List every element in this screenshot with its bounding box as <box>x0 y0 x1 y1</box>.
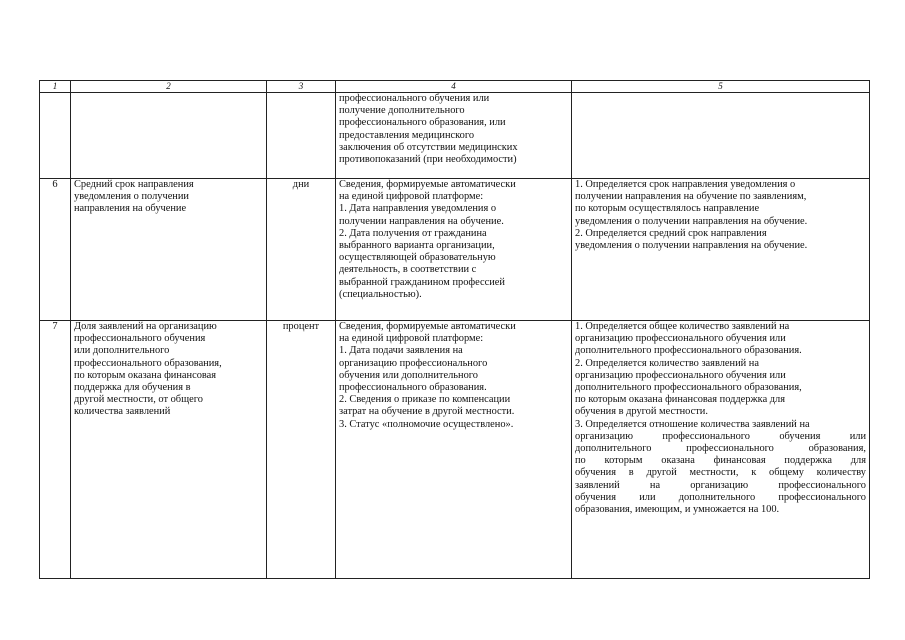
text-line: 2. Сведения о приказе по компенсации <box>339 394 511 406</box>
text-line: уведомления о получении направления на обучение. <box>575 215 808 227</box>
header-cell-5: 5 <box>572 81 870 93</box>
header-cell-1: 1 <box>40 81 71 93</box>
indicators-table <box>39 80 870 579</box>
source-cell <box>336 321 572 579</box>
text-line: профессионального обучения <box>74 333 206 345</box>
text-line: или дополнительного <box>74 345 170 357</box>
text-line: 2. Определяется количество заявлений на <box>575 357 759 369</box>
table-row-6 <box>40 179 870 321</box>
source-cell <box>336 179 572 321</box>
indicator-name-cell <box>71 93 267 179</box>
method-cell <box>572 321 870 579</box>
text-line: другой местности, от общего <box>74 394 203 406</box>
text-line: профессионального образования. <box>339 382 487 394</box>
text-line: 1. Дата подачи заявления на <box>339 345 463 357</box>
text-line: 3. Определяется отношение количества заявлений на <box>575 418 810 430</box>
text-line: дополнительного профессионального образования, <box>575 382 802 394</box>
text-line: поддержка для обучения в <box>74 382 191 394</box>
row-number: 7 <box>40 321 71 579</box>
text-line: Средний срок направления <box>74 179 194 190</box>
text-line: профессионального образования, <box>74 357 222 369</box>
table-row-continuation <box>40 93 870 179</box>
text-line: количества заявлений <box>74 406 171 418</box>
text-line: по которым оказана финансовая поддержка для <box>575 394 786 406</box>
text-line: выбранной гражданином профессией <box>339 276 505 288</box>
header-cell-4: 4 <box>336 81 572 93</box>
row-number <box>40 93 71 179</box>
text-line: получение дополнительного <box>339 105 465 117</box>
text-line: заключения об отсутствии медицинских <box>339 141 518 153</box>
text-line: дополнительного профессионального образования. <box>575 345 802 357</box>
unit-cell <box>267 93 336 179</box>
text-line: противопоказаний (при необходимости) <box>339 154 517 166</box>
text-line: Сведения, формируемые автоматически <box>339 179 516 190</box>
text-line: образования, имеющим, и умножается на 100. <box>575 504 780 516</box>
text-line: обучения в другой местности, к общему количеству <box>575 467 866 479</box>
text-line: направления на обучение <box>74 203 187 215</box>
text-line: 3. Статус «полномочие осуществлено». <box>339 418 514 430</box>
text-line: затрат на обучение в другой местности. <box>339 406 515 418</box>
header-cell-3: 3 <box>267 81 336 93</box>
source-cell <box>336 93 572 179</box>
text-line: (специальностью). <box>339 288 422 300</box>
text-line: организацию профессионального обучения или <box>575 369 786 381</box>
header-row <box>40 81 870 93</box>
text-line: 2. Дата получения от гражданина <box>339 227 487 239</box>
table-row-7 <box>40 321 870 579</box>
text-line: обучения или дополнительного <box>339 369 478 381</box>
unit-cell: дни <box>267 179 336 321</box>
unit-cell: процент <box>267 321 336 579</box>
text-line: Доля заявлений на организацию <box>74 321 217 332</box>
method-cell <box>572 179 870 321</box>
text-line: Сведения, формируемые автоматически <box>339 321 516 332</box>
row-number: 6 <box>40 179 71 321</box>
text-line: на единой цифровой платформе: <box>339 191 484 203</box>
method-cell <box>572 93 870 179</box>
text-line: по которым оказана финансовая поддержка для <box>575 455 866 467</box>
text-line: по которым осуществлялось направление <box>575 203 760 215</box>
text-line: предоставления медицинского <box>339 129 475 141</box>
text-line: деятельность, в соответствии с <box>339 264 477 276</box>
text-line: выбранного варианта организации, <box>339 240 495 252</box>
text-line: осуществляющей образовательную <box>339 252 496 264</box>
text-line: получении направления на обучение. <box>339 215 504 227</box>
text-line: 2. Определяется средний срок направления <box>575 227 767 239</box>
text-line: обучения или дополнительного профессионального <box>575 491 866 503</box>
text-line: уведомления о получении направления на обучение. <box>575 240 808 252</box>
text-line: 1. Дата направления уведомления о <box>339 203 497 215</box>
text-line: получении направления на обучение по заявлениям, <box>575 191 807 203</box>
text-line: организацию профессионального обучения или <box>575 430 866 442</box>
text-line: обучения в другой местности. <box>575 406 708 418</box>
text-line: 1. Определяется общее количество заявлений на <box>575 321 790 332</box>
text-line: уведомления о получении <box>74 191 189 203</box>
indicator-name-cell <box>71 321 267 579</box>
text-line: 1. Определяется срок направления уведомления о <box>575 179 796 190</box>
indicator-name-cell <box>71 179 267 321</box>
text-line: организацию профессионального <box>339 357 488 369</box>
text-line: заявлений на организацию профессионального <box>575 479 866 491</box>
text-line: профессионального образования, или <box>339 117 506 129</box>
header-cell-2: 2 <box>71 81 267 93</box>
text-line: по которым оказана финансовая <box>74 369 217 381</box>
text-line: дополнительного профессионального образования, <box>575 443 866 455</box>
text-line: на единой цифровой платформе: <box>339 333 484 345</box>
text-line: профессионального обучения или <box>339 93 490 104</box>
text-line: организацию профессионального обучения или <box>575 333 786 345</box>
